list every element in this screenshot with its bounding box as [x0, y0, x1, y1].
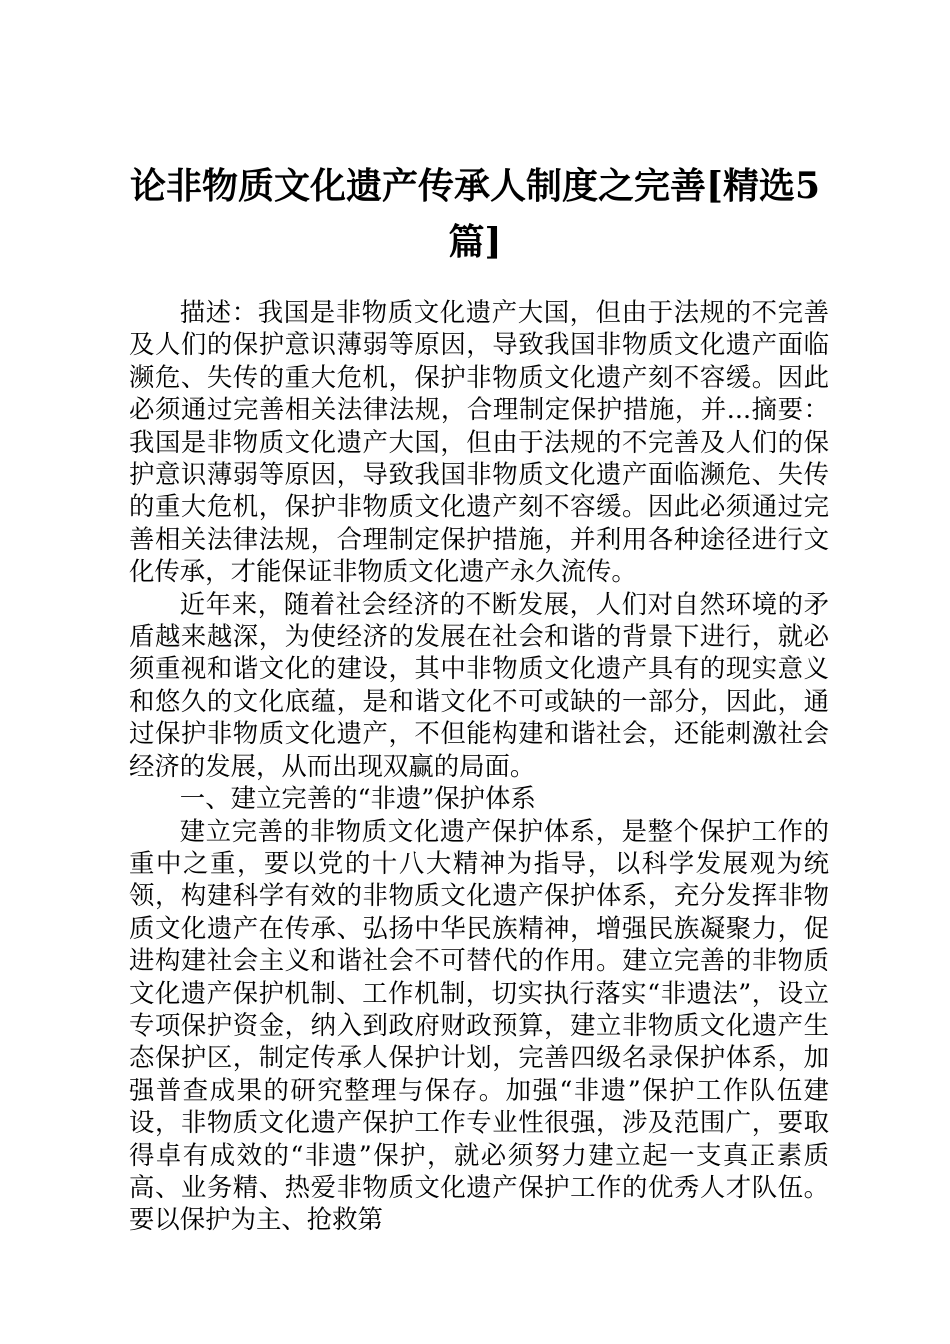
paragraph-abstract: 描述：我国是非物质文化遗产大国，但由于法规的不完善及人们的保护意识薄弱等原因，导致我国非物质文化遗产面临濒危、失传的重大危机，保护非物质文化遗产刻不容缓。因此必须通过完善相关法律法规，合理制定保护措施，并...摘要：我国是非物质文化遗产大国，但由于法规的不完善及人们的保护意识薄弱等原因，导致我国非物质文化遗产面临濒危、失传的重大危机，保护非物质文化遗产刻不容缓。因此必须通过完善相关法律法规，合理制定保护措施，并利用各种途径进行文化传承，才能保证非物质文化遗产永久流传。	[129, 297, 829, 587]
document-title: 论非物质文化遗产传承人制度之完善[精选5篇]	[129, 165, 821, 263]
document-body	[129, 296, 829, 1236]
paragraph-intro: 近年来，随着社会经济的不断发展，人们对自然环境的矛盾越来越深，为使经济的发展在社会和谐的背景下进行，就必须重视和谐文化的建设，其中非物质文化遗产具有的现实意义和悠久的文化底蕴，是和谐文化不可或缺的一部分，因此，通过保护非物质文化遗产，不但能构建和谐社会，还能刺激社会经济的发展，从而出现双赢的局面。	[129, 588, 829, 781]
section-heading-1: 一、建立完善的“非遗”保护体系	[179, 783, 536, 814]
paragraph-section-1: 建立完善的非物质文化遗产保护体系，是整个保护工作的重中之重，要以党的十八大精神为指导，以科学发展观为统领，构建科学有效的非物质文化遗产保护体系，充分发挥非物质文化遗产在传承、弘扬中华民族精神，增强民族凝聚力，促进构建社会主义和谐社会不可替代的作用。建立完善的非物质文化遗产保护机制、工作机制，切实执行落实“非遗法”，设立专项保护资金，纳入到政府财政预算，建立非物质文化遗产生态保护区，制定传承人保护计划，完善四级名录保护体系，加强普查成果的研究整理与保存。加强“非遗”保护工作队伍建设，非物质文化遗产保护工作专业性很强，涉及范围广，要取得卓有成效的“非遗”保护，就必须努力建立起一支真正素质高、业务精、热爱非物质文化遗产保护工作的优秀人才队伍。要以保护为主、抢救第	[129, 815, 829, 1235]
